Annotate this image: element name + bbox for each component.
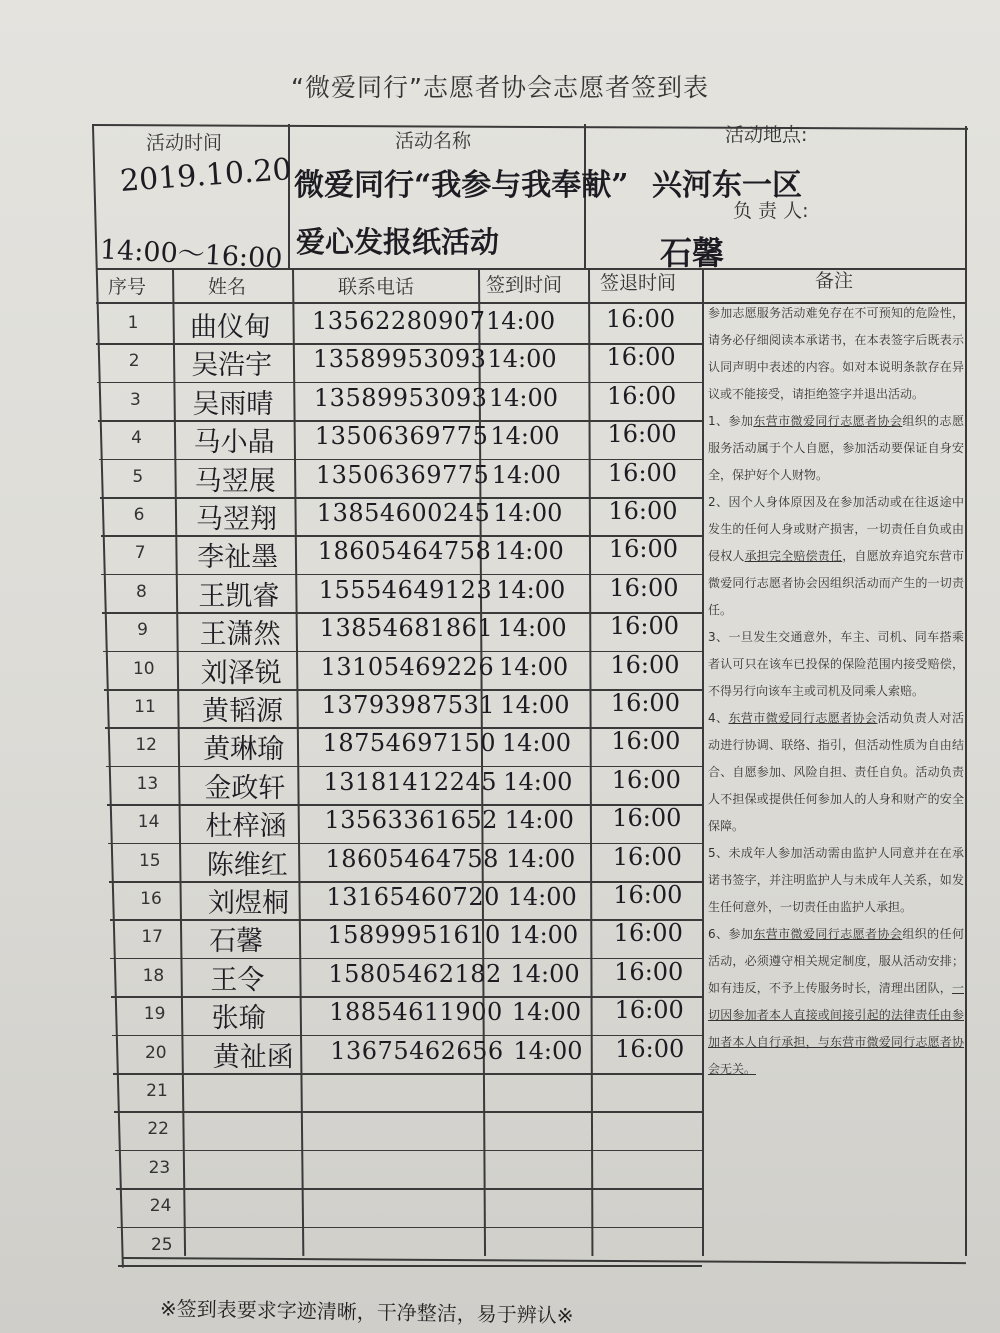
table-border-bottom bbox=[122, 1257, 966, 1264]
row-out: 16:00 bbox=[612, 804, 682, 833]
row-in: 14:00 bbox=[504, 806, 574, 835]
row-out: 16:00 bbox=[608, 497, 678, 525]
row-out: 16:00 bbox=[611, 765, 681, 794]
row-name: 刘煜桐 bbox=[208, 888, 289, 919]
activity-date: 2019.10.20 bbox=[118, 152, 293, 199]
row-no: 24 bbox=[149, 1196, 172, 1217]
row-no: 7 bbox=[134, 543, 146, 564]
row-name: 杜梓涵 bbox=[205, 811, 287, 843]
activity-place-label: 活动地点: bbox=[725, 124, 808, 146]
activity-hours: 14:00～16:00 bbox=[99, 234, 284, 275]
row-out: 16:00 bbox=[613, 919, 683, 948]
remarks-4-pre: 4、 bbox=[708, 711, 729, 725]
remarks-2-pre: 2、因个人身体原因及在参加活动或在往返途中发生的任何人身或财产损害，一切责任自负或由侵权人 bbox=[708, 495, 964, 563]
remarks-item-1 bbox=[708, 408, 964, 489]
row-name: 王潇然 bbox=[199, 619, 281, 651]
row-no: 13 bbox=[136, 773, 159, 794]
remarks-1-org: 东营市微爱同行志愿者协会 bbox=[753, 414, 903, 428]
row-no: 4 bbox=[131, 428, 142, 449]
remarks-6-ul: 一切因参加者本人直接或间接引起的法律责任由参加者本人自行承担，与东营市微爱同行志愿者协会无关。 bbox=[708, 981, 964, 1076]
row-name: 刘泽锐 bbox=[200, 657, 282, 689]
row-out: 16:00 bbox=[610, 689, 680, 717]
remarks-item-6 bbox=[708, 921, 964, 1083]
remarks-4-org: 东营市微爱同行志愿者协会 bbox=[728, 711, 878, 725]
col-head-sign-in: 签到时间 bbox=[486, 274, 563, 296]
row-no: 15 bbox=[138, 850, 161, 871]
row-name: 石馨 bbox=[209, 926, 264, 958]
row-no: 10 bbox=[132, 658, 155, 679]
row-phone: 18605464758 bbox=[325, 844, 499, 873]
row-in: 14:00 bbox=[494, 537, 564, 566]
header-divider-1 bbox=[288, 124, 290, 269]
row-phone: 13854681861 bbox=[319, 614, 494, 643]
row-out: 16:00 bbox=[609, 612, 679, 641]
col-head-phone: 联系电话 bbox=[338, 276, 415, 298]
row-out: 16:00 bbox=[606, 305, 676, 333]
row-line bbox=[114, 1111, 702, 1113]
row-phone: 13589953093 bbox=[313, 383, 488, 412]
row-phone: 13793987531 bbox=[321, 691, 496, 719]
row-no: 20 bbox=[144, 1042, 167, 1063]
row-phone: 18754697150 bbox=[322, 729, 497, 758]
row-line bbox=[117, 1227, 702, 1229]
row-in: 14:00 bbox=[511, 998, 582, 1027]
row-phone: 13506369775 bbox=[314, 422, 489, 451]
row-out: 16:00 bbox=[613, 881, 683, 909]
leader-label: 负 责 人: bbox=[733, 200, 809, 222]
row-phone: 13675462656 bbox=[330, 1036, 504, 1065]
row-name: 黄韬源 bbox=[202, 696, 283, 727]
row-in: 14:00 bbox=[493, 499, 563, 527]
row-name: 吴雨晴 bbox=[192, 388, 274, 420]
row-in: 14:00 bbox=[486, 307, 556, 335]
footer-note: ※签到表要求字迹清晰，干净整洁，易于辨认※ bbox=[159, 1296, 574, 1328]
row-name: 吴浩宇 bbox=[191, 350, 273, 382]
row-in: 14:00 bbox=[491, 460, 561, 489]
row-no: 9 bbox=[137, 620, 148, 641]
row-line bbox=[116, 1188, 702, 1190]
row-in: 14:00 bbox=[498, 652, 569, 681]
row-out: 16:00 bbox=[610, 650, 680, 679]
row-in: 14:00 bbox=[507, 883, 577, 911]
row-no: 14 bbox=[137, 812, 160, 833]
row-in: 14:00 bbox=[496, 575, 566, 604]
row-no: 16 bbox=[140, 889, 162, 909]
row-name: 黄祉函 bbox=[212, 1041, 294, 1073]
row-phone: 15554649123 bbox=[318, 575, 493, 604]
row-phone: 13563361652 bbox=[324, 806, 498, 835]
row-out: 16:00 bbox=[607, 458, 678, 487]
remarks-intro: 参加志愿服务活动难免存在不可预知的危险性，请务必仔细阅读本承诺书，在本表签字后既表示认同声明中表述的内容。如对本说明条款存在异议或不能接受，请拒绝签字并退出活动。 bbox=[708, 306, 964, 401]
row-out: 16:00 bbox=[609, 573, 679, 602]
activity-name-line2: 爱心发报纸活动 bbox=[296, 225, 500, 259]
row-in: 14:00 bbox=[501, 729, 571, 758]
activity-time-label: 活动时间 bbox=[146, 132, 223, 154]
row-name: 曲仪甸 bbox=[190, 312, 271, 343]
row-name: 陈维红 bbox=[206, 849, 288, 881]
row-out: 16:00 bbox=[611, 727, 681, 756]
row-in: 14:00 bbox=[509, 921, 579, 950]
row-phone: 18854611900 bbox=[329, 998, 503, 1027]
row-in: 14:00 bbox=[488, 383, 559, 412]
row-in: 14:00 bbox=[497, 614, 567, 643]
table-border-top bbox=[92, 124, 968, 130]
row-no: 19 bbox=[143, 1004, 166, 1025]
row-in: 14:00 bbox=[487, 345, 557, 374]
col-line-name bbox=[292, 268, 304, 1256]
row-phone: 13165460720 bbox=[326, 883, 500, 911]
col-line-no bbox=[172, 268, 186, 1256]
row-in: 14:00 bbox=[503, 767, 573, 796]
row-phone: 15899951610 bbox=[327, 921, 501, 950]
row-out: 16:00 bbox=[607, 420, 677, 449]
col-head-remarks: 备注 bbox=[815, 270, 854, 292]
row-out: 16:00 bbox=[606, 381, 677, 410]
remarks-item-3: 3、一旦发生交通意外，车主、司机、同车搭乘者认可只在该车已投保的保险范围内接受赔偿，不得另行向该车主或司机及同乘人索赔。 bbox=[708, 630, 964, 698]
activity-name-line1: 微爱同行“我参与我奉献” bbox=[294, 168, 629, 203]
row-out: 16:00 bbox=[608, 535, 679, 564]
row-out: 16:00 bbox=[614, 957, 684, 986]
row-no: 1 bbox=[127, 313, 139, 333]
row-in: 14:00 bbox=[510, 959, 580, 988]
activity-name-label: 活动名称 bbox=[395, 130, 472, 152]
row-name: 张瑜 bbox=[211, 1003, 266, 1035]
remarks-item-4 bbox=[708, 705, 964, 840]
row-name: 马翌展 bbox=[194, 465, 276, 497]
row-name: 黄琳瑜 bbox=[203, 734, 285, 766]
row-name: 金政轩 bbox=[204, 772, 286, 804]
row-out: 16:00 bbox=[615, 1034, 685, 1063]
remarks-4-post: 活动负责人对活动进行协调、联络、指引，但活动性质为自由结合、自愿参加、风险自担、责任自负。活动负责人不担保或提供任何参加人的人身和财产的安全保障。 bbox=[708, 711, 964, 833]
row-name: 马小晶 bbox=[193, 427, 275, 459]
col-line-in bbox=[588, 268, 593, 1256]
row-phone: 13181412245 bbox=[323, 767, 497, 796]
row-in: 14:00 bbox=[490, 422, 560, 451]
row-in: 14:00 bbox=[506, 844, 576, 873]
remarks-6-mid: 组织的任何活动，必须遵守相关规定制度，服从活动安排；如有违反，不予上传服务时长，清理出团队， bbox=[708, 927, 964, 995]
row-line bbox=[113, 1073, 702, 1075]
remarks-2-post: ，自愿放弃追究东营市微爱同行志愿者协会因组织活动而产生的一切责任。 bbox=[708, 549, 964, 617]
row-out: 16:00 bbox=[612, 842, 682, 871]
row-phone: 18605464758 bbox=[317, 537, 492, 566]
col-line-out bbox=[702, 268, 704, 1256]
remarks-2-ul: 承担完全赔偿责任 bbox=[744, 549, 843, 563]
row-line bbox=[115, 1150, 702, 1152]
remarks-1-post: 组织的志愿服务活动属于个人自愿，参加活动要保证自身安全，保护好个人财物。 bbox=[708, 414, 964, 482]
row-no: 21 bbox=[146, 1081, 168, 1101]
row-name: 马翌翔 bbox=[196, 504, 277, 535]
row-no: 3 bbox=[129, 389, 141, 410]
row-no: 8 bbox=[135, 581, 147, 602]
row-in: 14:00 bbox=[513, 1036, 583, 1065]
row-name: 王凯睿 bbox=[198, 580, 280, 612]
row-phone: 15805462182 bbox=[328, 959, 502, 988]
sheet-title: “微爱同行”志愿者协会志愿者签到表 bbox=[291, 73, 709, 102]
col-line-phone bbox=[478, 268, 486, 1256]
activity-place: 兴河东一区 bbox=[652, 168, 802, 203]
row-no: 2 bbox=[128, 351, 140, 372]
row-no: 5 bbox=[132, 466, 144, 487]
remarks-text bbox=[708, 300, 964, 1083]
row-no: 17 bbox=[141, 927, 163, 948]
row-line bbox=[118, 1265, 702, 1267]
leader-name: 石馨 bbox=[660, 234, 725, 272]
row-name: 王令 bbox=[210, 964, 265, 996]
row-no: 22 bbox=[147, 1119, 169, 1140]
row-no: 12 bbox=[135, 735, 157, 756]
remarks-1-pre: 1、参加 bbox=[708, 414, 754, 428]
table-border-right bbox=[965, 126, 967, 1256]
row-no: 25 bbox=[150, 1234, 173, 1255]
remarks-6-pre: 6、参加 bbox=[708, 927, 754, 941]
remarks-item-5: 5、未成年人参加活动需由监护人同意并在在承诺书签字，并注明监护人与未成年人关系，如发生任何意外，一切责任由监护人承担。 bbox=[708, 846, 964, 914]
row-phone: 13105469226 bbox=[320, 652, 495, 681]
remarks-item-2 bbox=[708, 489, 964, 624]
row-phone: 13506369775 bbox=[315, 460, 490, 489]
row-no: 6 bbox=[133, 505, 145, 525]
row-name: 李祉墨 bbox=[197, 542, 279, 574]
row-phone: 13589953093 bbox=[312, 345, 487, 374]
row-no: 23 bbox=[148, 1157, 171, 1178]
row-no: 18 bbox=[142, 965, 165, 986]
row-in: 14:00 bbox=[500, 691, 570, 719]
col-head-no: 序号 bbox=[108, 276, 147, 298]
row-phone: 13562280907 bbox=[312, 307, 486, 335]
remarks-6-org: 东营市微爱同行志愿者协会 bbox=[753, 927, 903, 941]
col-head-name: 姓名 bbox=[208, 276, 247, 298]
row-out: 16:00 bbox=[614, 996, 684, 1025]
row-out: 16:00 bbox=[606, 343, 676, 372]
col-head-sign-out: 签退时间 bbox=[600, 272, 677, 294]
row-phone: 13854600245 bbox=[316, 499, 491, 527]
row-no: 11 bbox=[134, 697, 156, 717]
